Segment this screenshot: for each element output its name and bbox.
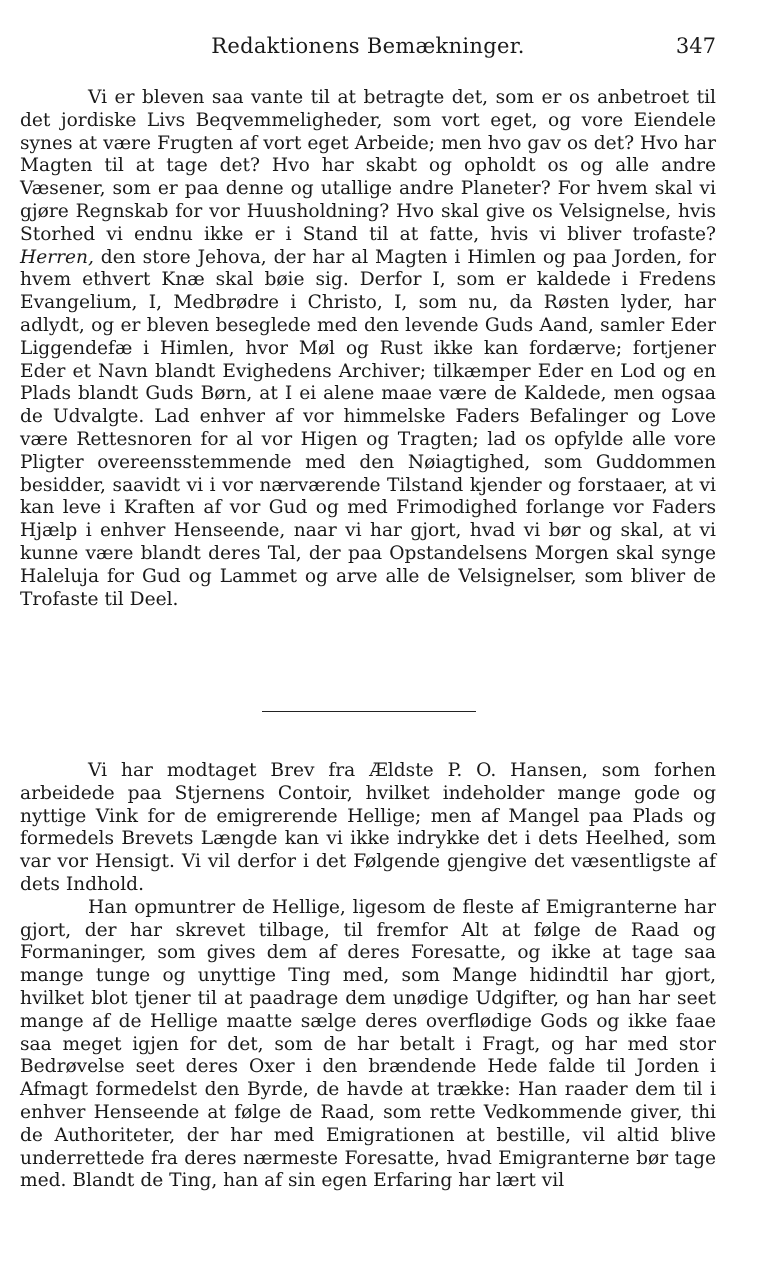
paragraph: Han opmuntrer de Hellige, ligesom de fleste af Emigranterne har gjort, der har skrevet tilbage, til fremfor Alt at følge de Raad og Formaninger, som gives dem af deres Foresatte, og ikke at tage saa mange tunge og unyttige Ting med, som Mange hidindtil har gjort, hvilket blot tjener til at paadrage dem unødige Udgifter, og han har seet mange af de Hellige maatte sælge deres overflødige Gods og ikke faae saa meget igjen for det, som de har betalt i Fragt, og har med stor Bedrøvelse seet deres Oxer i den brændende Hede falde til Jorden i Afmagt formedelst den Byrde, de havde at trække: Han raader dem til i enhver Henseende at følge de Raad, som rette Vedkommende giver, thi de Authoriteter, der har med Emigrationen at bestille, vil altid blive underrettede fra deres nærmeste Foresatte, hvad Emigranterne bør tage med. Blandt de Ting, han af sin egen Erfaring har lært vil <box>20 896 716 1192</box>
paragraph <box>20 87 716 611</box>
paragraph-text: den store Jehova, der har al Magten i Himlen og paa Jorden, for hvem ethvert Knæ skal bøie sig. Derfor I, som er kaldede i Fredens Evangelium, I, Medbrødre i Christo, I, som nu, da Røsten lyder, har adlydt, og er bleven beseglede med den levende Guds Aand, samler Eder Liggendefæ i Himlen, hvor Møl og Rust ikke kan fordærve; fortjener Eder et Navn blandt Evighedens Archiver; tilkæmper Eder en Lod og en Plads blandt Guds Børn, at I ei alene maae være de Kaldede, men ogsaa de Udvalgte. Lad enhver af vor himmelske Faders Befalinger og Love være Rettesnoren for al vor Higen og Tragten; lad os opfylde alle vore Pligter overeensstemmende med den Nøiagtighed, som Guddommen besidder, saavidt vi i vor nærværende Tilstand kjender og forstaaer, at vi kan leve i Kraften af vor Gud og med Frimodighed forlange vor Faders Hjælp i enhver Henseende, naar vi har gjort, hvad vi bør og skal, at vi kunne være blandt deres Tal, der paa Opstandelsens Morgen skal synge Haleluja for Gud og Lammet og arve alle de Velsignelser, som bliver de Trofaste til Deel. <box>20 246 716 610</box>
editorial-text-block <box>20 87 716 611</box>
header-title: Redaktionens Bemækninger. <box>211 34 525 58</box>
running-header <box>20 34 716 64</box>
paragraph: Vi har modtaget Brev fra Ældste P. O. Hansen, som forhen arbeidede paa Stjernens Contoir, hvilket indeholder mange gode og nyttige Vink for de emigrerende Hellige; men af Mangel paa Plads og formedels Brevets Længde kan vi ikke indrykke det i dets Heelhed, som var vor Hensigt. Vi vil derfor i det Følgende gjengive det væsentligste af dets Indhold. <box>20 760 716 895</box>
paragraph-text: Vi er bleven saa vante til at betragte det, som er os anbetroet til det jordiske Livs Beqvemmeligheder, som vort eget, og vore Eiendele synes at være Frugten af vort eget Arbeide; men hvo gav os det? Hvo har Magten til at tage det? Hvo har skabt og opholdt os og alle andre Væsener, som er paa denne og utallige andre Planeter? For hvem skal vi gjøre Regnskab for vor Huusholdning? Hvo skal give os Velsignelse, hvis Storhed vi endnu ikke er i Stand til at fatte, hvis vi bliver trofaste? <box>20 87 716 245</box>
emphasis-text: Herren, <box>20 246 94 268</box>
section-divider <box>262 711 476 712</box>
letter-summary-block <box>20 760 716 1193</box>
page-number: 347 <box>675 34 716 58</box>
